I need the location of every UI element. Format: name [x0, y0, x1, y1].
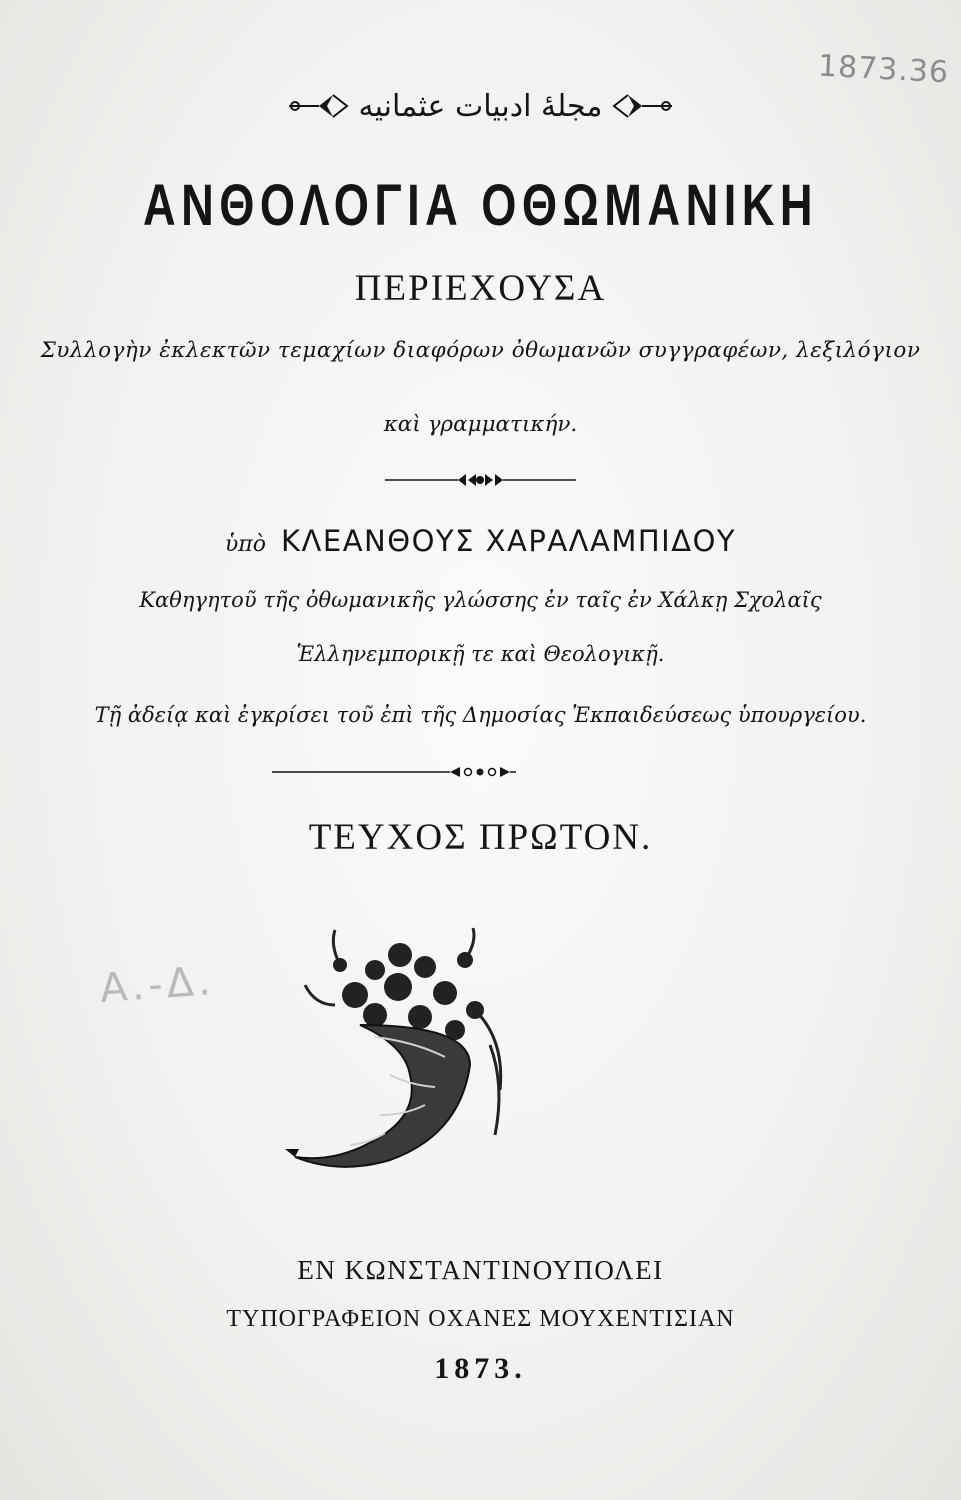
author-line [0, 524, 961, 558]
permission-line: Τῇ ἀδείᾳ καὶ ἐγκρίσει τοῦ ἐπὶ τῆς Δημοσίας Ἐκπαιδεύσεως ὑπουργείου. [94, 703, 867, 727]
right-fleuron-icon [612, 91, 672, 121]
subtitle: ΠΕΡΙΕΧΟΥΣΑ [354, 268, 607, 309]
ornamental-rule-2 [0, 758, 961, 786]
book-title: ΑΝΘΟΛΟΓΙΑ ΟΘΩΜΑΝΙΚΗ [143, 173, 818, 238]
imprint-press: ΤΥΠΟΓΡΑΦΕΙΟΝ ΟΧΑΝΕΣ ΜΟΥΧΕΝΤΙΣΙΑΝ [226, 1306, 735, 1332]
ornamental-rule [0, 466, 961, 494]
catalog-mark: 1873.36 [817, 48, 950, 91]
imprint-place: ΕΝ ΚΩΝΣΤΑΝΤΙΝΟΥΠΟΛΕΙ [297, 1255, 664, 1285]
cornucopia-icon [280, 925, 520, 1185]
issue-label: ΤΕΥΧΟΣ ΠΡΩΤΟΝ. [308, 817, 653, 858]
arabic-title: مجلهٔ ادبیات عثمانیه [358, 88, 603, 124]
author-name: ΚΛΕΑΝΘΟΥΣ ΧΑΡΑΛΑΜΠΙΔΟΥ [281, 524, 737, 558]
credentials-line-2: Ἑλληνεμπορικῇ τε καὶ Θεολογικῇ. [296, 642, 665, 666]
pencil-initials: Α.-Δ. [98, 958, 217, 1012]
description-line-1: Συλλογὴν ἐκλεκτῶν τεμαχίων διαφόρων ὀθωμανῶν συγγραφέων, λεξιλόγιον [40, 338, 921, 363]
left-fleuron-icon [289, 91, 349, 121]
arabic-header [0, 78, 961, 134]
author-prefix: ὑπὸ [224, 532, 266, 557]
description-line-2: καὶ γραμματικήν. [383, 412, 578, 437]
credentials-line-1: Καθηγητοῦ τῆς ὀθωμανικῆς γλώσσης ἐν ταῖς ἐν Χάλκῃ Σχολαῖς [139, 588, 822, 612]
imprint-year: 1873. [434, 1352, 527, 1385]
